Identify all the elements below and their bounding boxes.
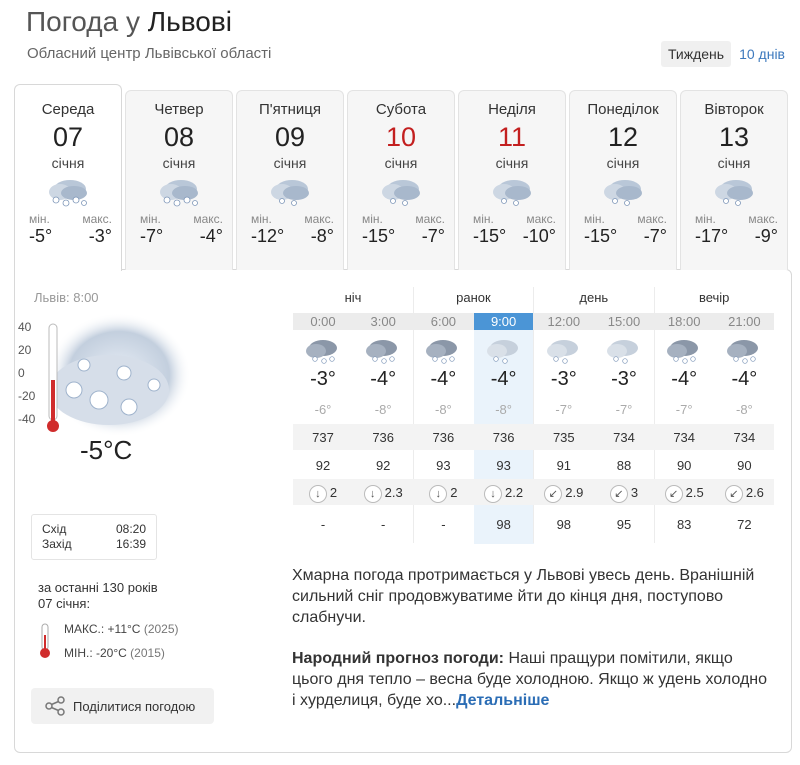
wind-speed: 2 xyxy=(329,485,338,500)
hour-temp: -4° xyxy=(430,368,457,390)
hour-feels-like: -8° xyxy=(374,402,392,417)
sunrise-label: Схід xyxy=(42,522,67,536)
period-label: вечір xyxy=(698,290,730,305)
history-min-label: МІН.: xyxy=(64,646,93,660)
day-of-week: Понеділок xyxy=(587,101,659,118)
hour-feels-like: -8° xyxy=(736,402,753,417)
snow-cloud-icon xyxy=(484,338,524,364)
month-name: січня xyxy=(162,155,196,171)
snow-cloud-icon xyxy=(363,338,403,364)
min-label: мін. xyxy=(251,212,272,226)
max-label: макс. xyxy=(748,212,778,226)
day-tab[interactable] xyxy=(236,90,344,270)
time-label: 18:00 xyxy=(667,314,701,329)
hour-pressure: 736 xyxy=(432,430,455,445)
hour-pressure: 734 xyxy=(673,430,696,445)
sunrise-time: 08:20 xyxy=(115,522,146,536)
title-city: Львові xyxy=(147,6,232,37)
sun-times xyxy=(31,514,157,560)
history-min-year: (2015) xyxy=(130,646,165,660)
max-label: макс. xyxy=(526,212,556,226)
wind-speed: 2.5 xyxy=(685,485,704,500)
hour-temp: -4° xyxy=(731,368,758,390)
hour-wind xyxy=(413,485,473,503)
min-label: мін. xyxy=(584,212,605,226)
max-temp: -3° xyxy=(88,226,112,246)
wind-speed: 2.2 xyxy=(505,485,524,500)
hour-temp: -4° xyxy=(490,368,517,390)
folk-text: Наші пращури помітили, якщо цього дня тепло – весна буде холодною. Якщо ж удень холодно і хурделиця, буде хо... xyxy=(292,650,768,709)
scale-tick: 0 xyxy=(18,366,25,380)
hour-feels-like: -8° xyxy=(435,402,452,417)
hour-pressure: 734 xyxy=(733,430,756,445)
wind-direction-icon: ↙ xyxy=(665,485,683,503)
max-label: макс. xyxy=(637,212,667,226)
snow-cloud-icon xyxy=(601,176,645,208)
month-name: січня xyxy=(273,155,307,171)
hour-precip: - xyxy=(381,517,386,532)
day-of-week: Четвер xyxy=(154,101,204,118)
title-prefix: Погода у xyxy=(26,6,148,37)
history-heading xyxy=(38,580,158,612)
hour-humidity: 92 xyxy=(315,458,331,473)
min-label: мін. xyxy=(473,212,494,226)
day-number: 10 xyxy=(385,122,417,152)
wind-direction-icon: ↙ xyxy=(544,485,562,503)
day-tab[interactable] xyxy=(125,90,233,270)
day-of-week: Неділя xyxy=(488,101,536,118)
max-label: макс. xyxy=(82,212,112,226)
hour-pressure: 737 xyxy=(312,430,334,445)
share-button[interactable] xyxy=(31,688,214,724)
period-10-days-link[interactable]: 10 днів xyxy=(739,46,785,62)
hour-temp: -4° xyxy=(370,368,397,390)
folk-forecast xyxy=(292,648,772,711)
hour-feels-like: -6° xyxy=(314,402,332,417)
hour-precip: - xyxy=(441,517,446,532)
history-max-label: МАКС.: xyxy=(64,622,105,636)
period-switch xyxy=(661,41,785,67)
day-of-week: Субота xyxy=(375,101,427,118)
wind-speed: 2.9 xyxy=(565,485,584,500)
snow-cloud-icon xyxy=(46,176,90,208)
scale-tick: -20 xyxy=(18,389,36,403)
day-tabs xyxy=(14,84,792,270)
hour-wind xyxy=(293,485,353,503)
wind-direction-icon: ↓ xyxy=(429,485,447,503)
thermometer-scale xyxy=(18,320,35,435)
hour-humidity: 90 xyxy=(676,458,692,473)
hour-pressure: 736 xyxy=(372,430,395,445)
sunset-label: Захід xyxy=(42,537,72,551)
snow-cloud-icon xyxy=(423,338,463,364)
scale-tick: -40 xyxy=(18,412,36,426)
scale-tick: 20 xyxy=(18,343,32,357)
time-label: 0:00 xyxy=(310,314,336,329)
min-temp: -17° xyxy=(695,226,729,246)
hour-feels-like: -7° xyxy=(555,402,573,417)
sunset-time: 16:39 xyxy=(115,537,146,551)
time-label: 3:00 xyxy=(370,314,396,329)
snow-cloud-icon xyxy=(268,176,312,208)
day-number: 13 xyxy=(718,122,750,152)
wind-speed: 2.3 xyxy=(384,485,403,500)
snow-cloud-icon xyxy=(157,176,201,208)
period-label: ранок xyxy=(456,290,491,305)
hour-temp: -3° xyxy=(611,368,637,390)
hour-humidity: 93 xyxy=(436,458,451,473)
month-name: січня xyxy=(606,155,640,171)
snow-cloud-icon xyxy=(303,338,343,364)
wind-direction-icon: ↙ xyxy=(725,485,743,503)
hour-wind xyxy=(594,485,654,503)
wind-direction-icon: ↓ xyxy=(364,485,382,503)
hour-precip: 95 xyxy=(616,517,632,532)
history-max xyxy=(64,622,179,636)
snow-cloud-icon xyxy=(664,338,704,364)
share-label: Поділитися погодою xyxy=(73,698,196,714)
min-label: мін. xyxy=(695,212,716,226)
hour-humidity: 92 xyxy=(375,458,391,473)
max-temp: -10° xyxy=(522,226,556,246)
day-number: 12 xyxy=(607,122,639,152)
hour-feels-like: -7° xyxy=(675,402,693,417)
day-tab[interactable] xyxy=(680,90,788,270)
history-thermometer-icon xyxy=(38,623,52,659)
hour-wind xyxy=(534,485,594,503)
day-number: 08 xyxy=(163,122,195,152)
hour-temp: -3° xyxy=(550,368,577,390)
wind-speed: 3 xyxy=(630,485,639,500)
day-of-week: Вівторок xyxy=(704,101,764,118)
month-name: січня xyxy=(384,155,418,171)
period-week-button[interactable]: Тиждень xyxy=(661,41,731,67)
hour-wind xyxy=(474,485,534,503)
min-temp: -12° xyxy=(251,226,285,246)
min-label: мін. xyxy=(362,212,383,226)
max-temp: -8° xyxy=(310,226,334,246)
current-weather-icon xyxy=(14,305,194,455)
time-label: 9:00 xyxy=(490,314,517,329)
day-tab[interactable] xyxy=(347,90,455,270)
month-name: січня xyxy=(717,155,751,171)
min-temp: -7° xyxy=(140,226,164,246)
snow-cloud-icon xyxy=(544,338,584,364)
max-label: макс. xyxy=(193,212,223,226)
day-tab[interactable] xyxy=(458,90,566,270)
scale-tick: 40 xyxy=(18,320,32,334)
hour-precip: 98 xyxy=(556,517,572,532)
min-temp: -15° xyxy=(473,226,507,246)
wind-direction-icon: ↓ xyxy=(309,485,327,503)
history-max-value: +11°C xyxy=(107,622,141,636)
wind-direction-icon: ↓ xyxy=(484,485,502,503)
hour-wind xyxy=(654,485,714,503)
hour-wind xyxy=(353,485,413,503)
snow-cloud-icon xyxy=(724,338,764,364)
time-label: 12:00 xyxy=(547,314,581,329)
hour-temp: -3° xyxy=(310,368,336,390)
min-label: мін. xyxy=(140,212,161,226)
thermometer-icon xyxy=(44,322,62,434)
wind-direction-icon: ↙ xyxy=(610,485,628,503)
time-label: 15:00 xyxy=(607,314,641,329)
day-number: 07 xyxy=(52,122,84,152)
history-min xyxy=(64,646,165,660)
month-name: січня xyxy=(495,155,529,171)
day-number: 09 xyxy=(274,122,306,152)
day-number: 11 xyxy=(497,122,527,152)
max-temp: -9° xyxy=(754,226,778,246)
period-label: день xyxy=(579,290,609,305)
max-label: макс. xyxy=(304,212,334,226)
hour-feels-like: -7° xyxy=(615,402,633,417)
more-link[interactable]: Детальніше xyxy=(456,692,550,709)
wind-speed: 2.6 xyxy=(745,485,764,500)
history-line1: за останні 130 років xyxy=(38,580,158,595)
hour-temp: -4° xyxy=(671,368,698,390)
history-line2: 07 січня: xyxy=(38,596,91,611)
day-tab[interactable] xyxy=(14,84,122,271)
hour-humidity: 91 xyxy=(556,458,572,473)
hour-wind xyxy=(714,485,774,503)
page-subtitle: Обласний центр Львівської області xyxy=(27,45,272,62)
hour-feels-like: -8° xyxy=(495,402,512,417)
max-temp: -7° xyxy=(643,226,667,246)
day-of-week: Середа xyxy=(41,101,95,118)
snow-cloud-icon xyxy=(379,176,423,208)
min-label: мін. xyxy=(29,212,50,226)
hour-humidity: 88 xyxy=(616,458,632,473)
wind-speed: 2 xyxy=(450,485,458,500)
max-label: макс. xyxy=(415,212,445,226)
page-title xyxy=(26,6,232,38)
share-icon xyxy=(45,696,65,716)
hour-precip: 72 xyxy=(737,517,752,532)
current-location-time: Львів: 8:00 xyxy=(34,290,99,305)
hour-precip: - xyxy=(320,517,326,532)
max-temp: -7° xyxy=(421,226,445,246)
hour-precip: 83 xyxy=(676,517,692,532)
min-temp: -15° xyxy=(362,226,396,246)
hour-precip: 98 xyxy=(496,517,511,532)
current-temperature: -5°C xyxy=(80,435,133,465)
min-temp: -15° xyxy=(584,226,618,246)
forecast-description: Хмарна погода протримається у Львові увесь день. Вранішній сильний сніг продовжуватиме йти до кінця дня, поступово слабнучи. xyxy=(292,567,755,626)
snow-cloud-icon xyxy=(490,176,534,208)
hour-humidity: 93 xyxy=(496,458,511,473)
hour-pressure: 734 xyxy=(613,430,635,445)
hour-pressure: 735 xyxy=(552,430,575,445)
period-label: ніч xyxy=(344,290,362,305)
time-label: 6:00 xyxy=(430,314,457,329)
history-min-value: -20°C xyxy=(96,646,127,660)
max-temp: -4° xyxy=(199,226,223,246)
snow-cloud-icon xyxy=(712,176,756,208)
hour-humidity: 90 xyxy=(737,458,752,473)
snow-cloud-icon xyxy=(604,338,644,364)
history-max-year: (2025) xyxy=(143,622,179,636)
day-of-week: П'ятниця xyxy=(258,101,321,118)
time-label: 21:00 xyxy=(728,314,761,329)
day-tab[interactable] xyxy=(569,90,677,270)
hour-pressure: 736 xyxy=(492,430,515,445)
month-name: січня xyxy=(51,155,85,171)
min-temp: -5° xyxy=(29,226,53,246)
folk-label: Народний прогноз погоди: xyxy=(292,650,504,667)
